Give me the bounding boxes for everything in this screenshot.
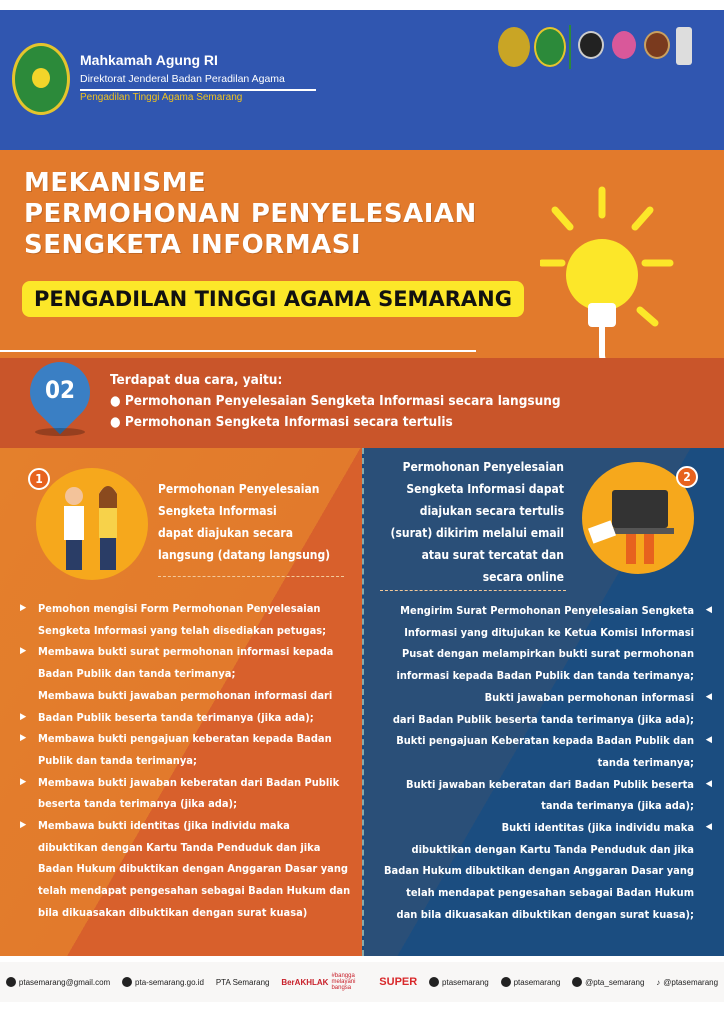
footer-text: @pta_semarang: [585, 977, 645, 987]
title-line: MEKANISME: [24, 168, 207, 198]
footer-text: ptasemarang@gmail.com: [18, 977, 111, 987]
footer-twitter[interactable]: [572, 977, 644, 987]
footer-text: PTA Semarang: [215, 977, 270, 987]
requirement-line: beserta tanda terimanya (jika ada);: [38, 797, 238, 811]
subtitle: PENGADILAN TINGGI AGAMA SEMARANG: [22, 281, 524, 317]
requirement-line: Bukti identitas (jika individu maka ◀: [362, 817, 724, 839]
intro-option: ● Permohonan Sengketa Informasi secara tertulis: [110, 414, 453, 430]
step-number: 02: [44, 376, 76, 404]
page-title: [24, 168, 477, 261]
title-line: PERMOHONAN PENYELESAIAN: [24, 199, 477, 229]
footer-email[interactable]: [6, 977, 110, 987]
footer-tiktok[interactable]: [656, 978, 718, 987]
desc-line: Permohonan Penyelesaian: [158, 482, 320, 496]
requirement-line: Bukti pengajuan Keberatan kepada Badan Publik dan ◀: [362, 730, 724, 752]
direct-requirements-list: [0, 598, 362, 924]
method-description: [370, 456, 564, 588]
court-name: Pengadilan Tinggi Agama Semarang: [80, 92, 243, 103]
footer-text: ptasemarang: [513, 977, 561, 987]
footer-facebook[interactable]: [501, 977, 561, 987]
footer: [0, 962, 724, 1002]
desc-line: Sengketa Informasi: [158, 504, 277, 518]
logo-text: #bangga melayani bangsa: [331, 973, 356, 991]
logo-text: SUPER: [379, 976, 418, 988]
logo-text: BerAKHLAK: [281, 977, 329, 987]
divider: [380, 590, 566, 591]
email-icon: [6, 977, 16, 987]
award-badge-icon: [644, 31, 670, 59]
requirement-line: dan bila dikuasakan dibuktikan dengan surat kuasa);: [396, 907, 694, 921]
facebook-icon: [501, 977, 511, 987]
option-text: Permohonan Penyelesaian Sengketa Informasi secara langsung: [124, 393, 561, 409]
award-badge-icon: [578, 31, 604, 59]
intro-option: ● Permohonan Penyelesaian Sengketa Informasi secara langsung: [110, 393, 561, 409]
requirement-line: ▶ Membawa bukti jawaban keberatan dari Badan Publik: [0, 772, 362, 794]
lightbulb-icon: [540, 185, 724, 375]
tiktok-icon: ♪: [656, 977, 661, 987]
super-logo: [379, 976, 417, 988]
requirement-line: Bukti jawaban permohonan informasi ◀: [362, 687, 724, 709]
method-description: [158, 478, 330, 566]
desc-line: Permohonan Penyelesaian: [402, 460, 564, 474]
desc-line: dapat diajukan secara: [158, 526, 293, 540]
pin-shadow: [35, 428, 85, 436]
seal-badge-icon: [498, 27, 530, 67]
footer-text: ptasemarang: [442, 977, 489, 987]
instagram-icon: [429, 977, 439, 987]
requirement-line: dari Badan Publik beserta tanda terimanya (jika ada);: [392, 712, 694, 726]
intro-lead: Terdapat dua cara, yaitu:: [110, 372, 283, 388]
requirement-line: telah mendapat pengesahan sebagai Badan Hukum dan: [38, 884, 351, 898]
title-line: SENGKETA INFORMASI: [24, 230, 362, 260]
requirement-line: Badan Hukum dibuktikan dengan Anggaran Dasar yang: [38, 862, 348, 876]
requirement-line: dibuktikan dengan Kartu Tanda Penduduk dan jika: [38, 840, 321, 854]
requirement-line: Publik dan tanda terimanya;: [38, 753, 197, 767]
footer-text: @ptasemarang: [663, 977, 719, 987]
berakhlak-logo: [281, 973, 367, 991]
footer-text: pta-semarang.go.id: [135, 977, 204, 987]
method-number: 1: [28, 468, 50, 490]
requirement-line: ▶ Membawa bukti identitas (jika individu maka: [0, 815, 362, 837]
desc-line: atau surat tercatat dan: [421, 548, 564, 562]
requirement-line: informasi kepada Badan Publik dan tanda terimanya;: [396, 669, 694, 683]
requirement-line: Pusat dengan melampirkan bukti surat permohonan: [402, 647, 694, 661]
footer-website[interactable]: [122, 977, 204, 987]
requirement-line: Badan Publik dan tanda terimanya;: [38, 667, 236, 681]
option-text: Permohonan Sengketa Informasi secara tertulis: [124, 414, 453, 430]
footer-instagram[interactable]: [429, 977, 489, 987]
desc-line: langsung (datang langsung): [158, 548, 331, 562]
requirement-line: tanda terimanya (jika ada);: [541, 799, 694, 813]
requirement-line: dibuktikan dengan Kartu Tanda Penduduk dan jika: [411, 842, 694, 856]
court-logo: [12, 43, 70, 115]
desc-line: (surat) dikirim melalui email: [390, 526, 564, 540]
requirement-line: Sengketa Informasi yang telah disediakan petugas;: [38, 623, 327, 637]
requirement-line: tanda terimanya;: [597, 755, 694, 769]
written-requirements-list: [362, 600, 724, 926]
requirement-line: Informasi yang ditujukan ke Ketua Komisi Informasi: [404, 625, 694, 639]
desc-line: Sengketa Informasi dapat: [406, 482, 564, 496]
dept-name: Direktorat Jenderal Badan Peradilan Agama: [80, 73, 316, 91]
desc-line: secara online: [482, 570, 564, 584]
requirement-line: bila dikuasakan dibuktikan dengan surat kuasa): [38, 905, 308, 919]
divider: [569, 25, 571, 69]
globe-icon: [122, 977, 132, 987]
method-number: 2: [676, 466, 698, 488]
award-badge-icon: [612, 31, 636, 59]
trophy-icon: [676, 27, 692, 65]
requirement-line: ▶ Badan Publik beserta tanda terimanya (jika ada);: [0, 707, 362, 729]
requirement-line: Mengirim Surat Permohonan Penyelesaian Sengketa ◀: [362, 600, 724, 622]
seal-badge-icon: [534, 27, 566, 67]
requirement-line: ▶ Membawa bukti surat permohonan informasi kepada: [0, 641, 362, 663]
requirement-line: telah mendapat pengesahan sebagai Badan Hukum: [406, 886, 694, 900]
requirement-line: Membawa bukti jawaban permohonan informasi dari: [38, 688, 333, 702]
people-illustration-icon: [36, 468, 148, 580]
requirement-line: ▶ Pemohon mengisi Form Permohonan Penyelesaian: [0, 598, 362, 620]
requirement-line: Bukti jawaban keberatan dari Badan Publik beserta ◀: [362, 774, 724, 796]
requirement-line: ▶ Membawa bukti pengajuan keberatan kepada Badan: [0, 728, 362, 750]
divider: [158, 576, 344, 577]
desc-line: diajukan secara tertulis: [419, 504, 564, 518]
intro: [110, 370, 561, 433]
footer-youtube[interactable]: [216, 978, 270, 987]
twitter-icon: [572, 977, 582, 987]
org-name: Mahkamah Agung RI: [80, 52, 218, 68]
divider: [0, 350, 476, 352]
requirement-line: Badan Hukum dibuktikan dengan Anggaran Dasar yang: [384, 864, 694, 878]
